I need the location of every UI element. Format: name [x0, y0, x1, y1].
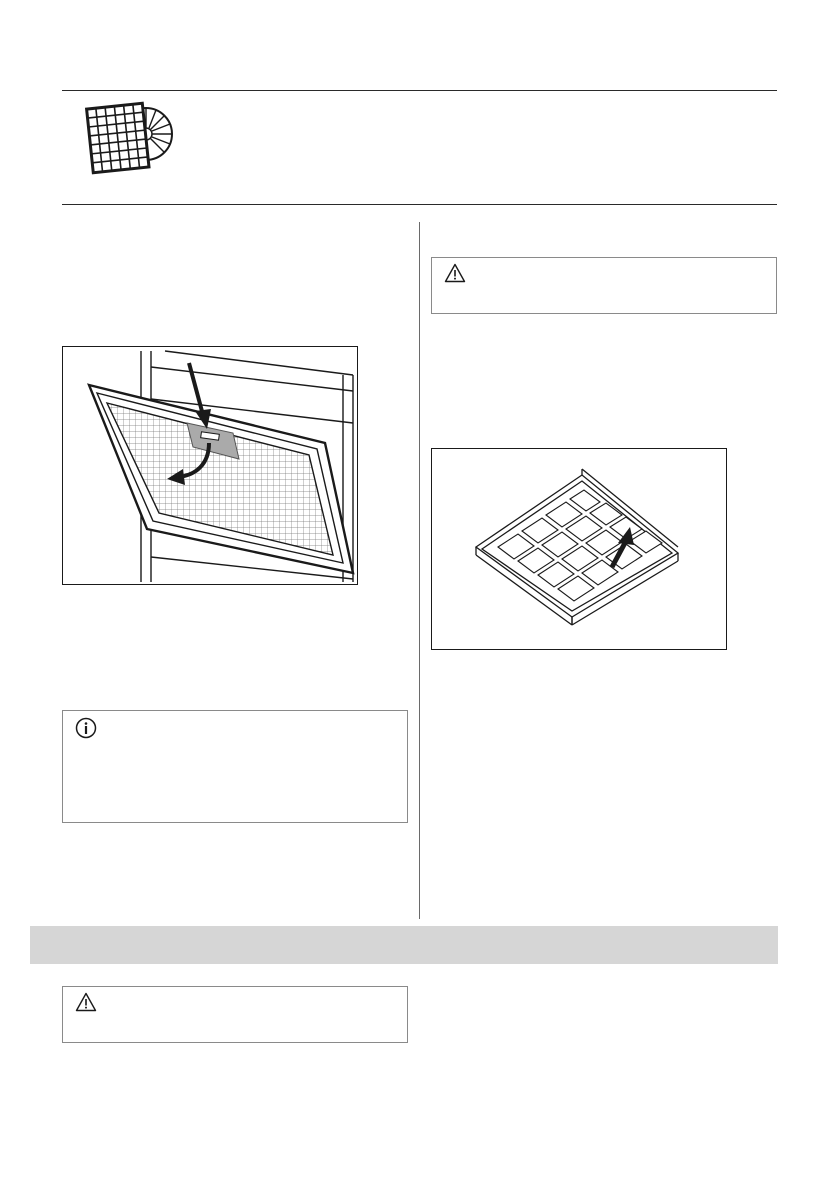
filter-icon: [84, 98, 176, 178]
header-bottom-rule: [62, 204, 777, 205]
section-header-band: [30, 926, 778, 964]
warning-icon: [444, 263, 466, 283]
info-notice: [62, 710, 408, 823]
warning-notice-bottom: [62, 986, 408, 1043]
warning-notice-top: [431, 257, 777, 314]
grease-filter-figure: [62, 346, 358, 585]
info-icon: [75, 717, 97, 739]
charcoal-filter-figure: [431, 448, 727, 650]
warning-icon: [75, 992, 97, 1012]
top-rule: [62, 90, 777, 91]
column-divider: [419, 222, 420, 919]
